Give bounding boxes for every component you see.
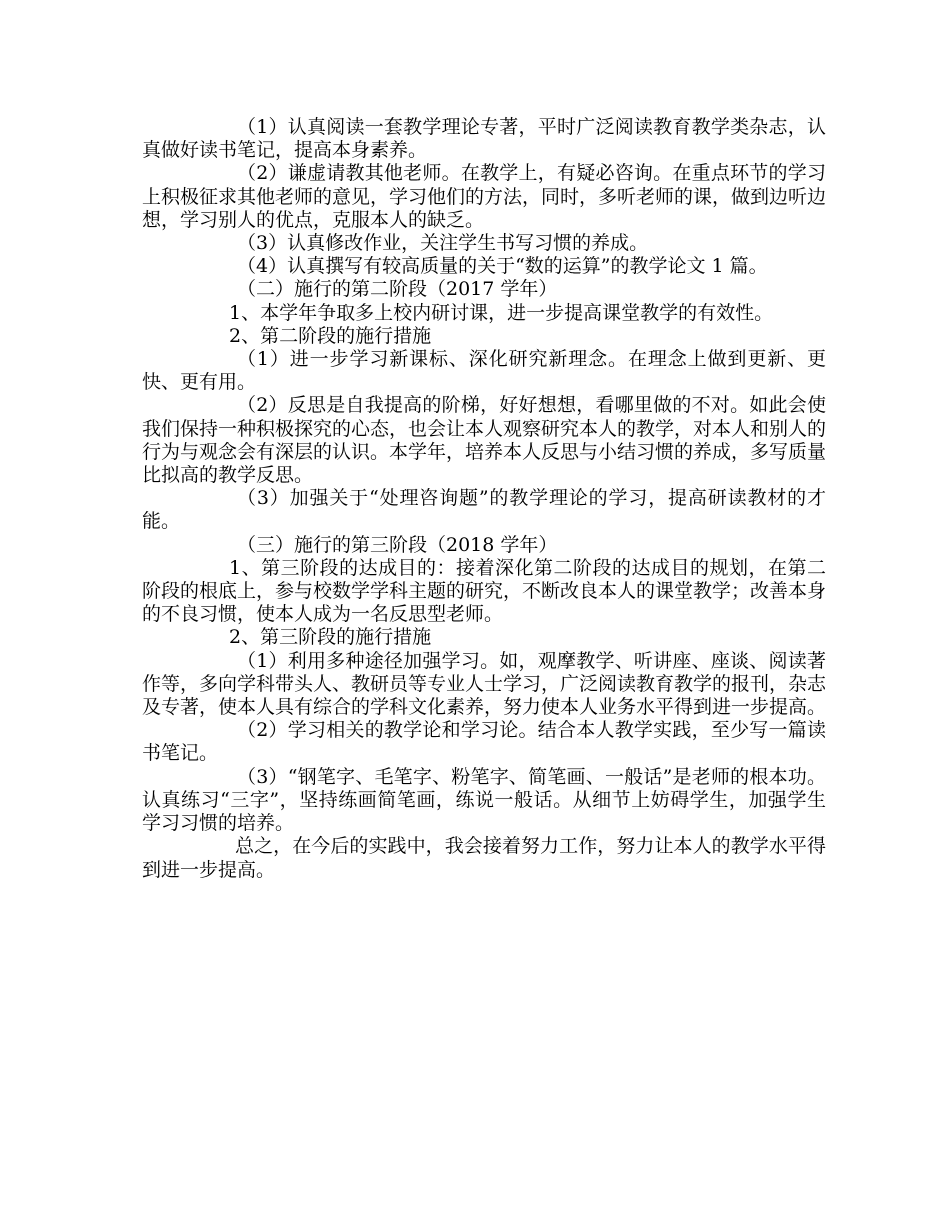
paragraph-write-paper: （4）认真撰写有较高质量的关于“数的运算”的教学论文 1 篇。 <box>237 255 768 278</box>
paragraph-stage-three-goal: 1、第三阶段的达成目的：接着深化第二阶段的达成目的规划，在第二阶段的根底上，参与校数学学科主题的研究，不断改良本人的课堂教学；改善本身的不良习惯，使本人成为一名反思型老师。 <box>142 556 827 626</box>
paragraph-learning-theory: （2）学习相关的教学论和学习论。结合本人教学实践，至少写一篇读书笔记。 <box>142 719 826 765</box>
paragraph-basic-skills: （3）“钢笔字、毛笔字、粉笔字、简笔画、一般话”是老师的根本功。认真练习“三字”，坚持练画简笔画，练说一般话。从细节上妨碍学生，加强学生学习习惯的培养。 <box>142 765 826 835</box>
paragraph-multiple-channels: （1）利用多种途径加强学习。如，观摩教学、听讲座、座谈、阅读著作等，多向学科带头人、教研员等专业人士学习，广泛阅读教育教学的报刊，杂志及专著，使本人具有综合的学科文化素养，努力使本人业务水平得到进一步提高。 <box>142 649 827 719</box>
paragraph-problem-solving: （3）加强关于“处理咨询题”的教学理论的学习，提高研读教材的才能。 <box>142 487 826 533</box>
paragraph-conclusion: 总之，在今后的实践中，我会接着努力工作，努力让本人的教学水平得到进一步提高。 <box>142 835 826 881</box>
heading-stage-three: （三）施行的第三阶段（2018 学年） <box>237 533 558 556</box>
paragraph-stage-two-goal: 1、本学年争取多上校内研讨课，进一步提高课堂教学的有效性。 <box>229 301 774 324</box>
subheading-stage-two-measures: 2、第二阶段的施行措施 <box>229 324 432 347</box>
paragraph-reflection: （2）反思是自我提高的阶梯，好好想想，看哪里做的不对。如此会使我们保持一种积极探究的心态，也会让本人观察研究本人的教学，对本人和别人的行为与观念会有深层的认识。本学年，培养本人反思与小结习惯的养成，多写质量比拟高的教学反思。 <box>142 394 827 487</box>
heading-stage-two: （二）施行的第二阶段（2017 学年） <box>237 278 558 301</box>
document-body <box>142 116 826 882</box>
paragraph-study-theory: （1）认真阅读一套教学理论专著，平时广泛阅读教育教学类杂志，认真做好读书笔记，提高本身素养。 <box>142 116 826 162</box>
paragraph-new-curriculum: （1）进一步学习新课标、深化研究新理念。在理念上做到更新、更快、更有用。 <box>142 348 826 394</box>
subheading-stage-three-measures: 2、第三阶段的施行措施 <box>229 626 432 649</box>
paragraph-consult-teachers: （2）谦虚请教其他老师。在教学上，有疑必咨询。在重点环节的学习上积极征求其他老师的意见，学习他们的方法，同时，多听老师的课，做到边听边想，学习别人的优点，克服本人的缺乏。 <box>142 162 827 231</box>
paragraph-correct-homework: （3）认真修改作业，关注学生书写习惯的养成。 <box>237 232 649 255</box>
